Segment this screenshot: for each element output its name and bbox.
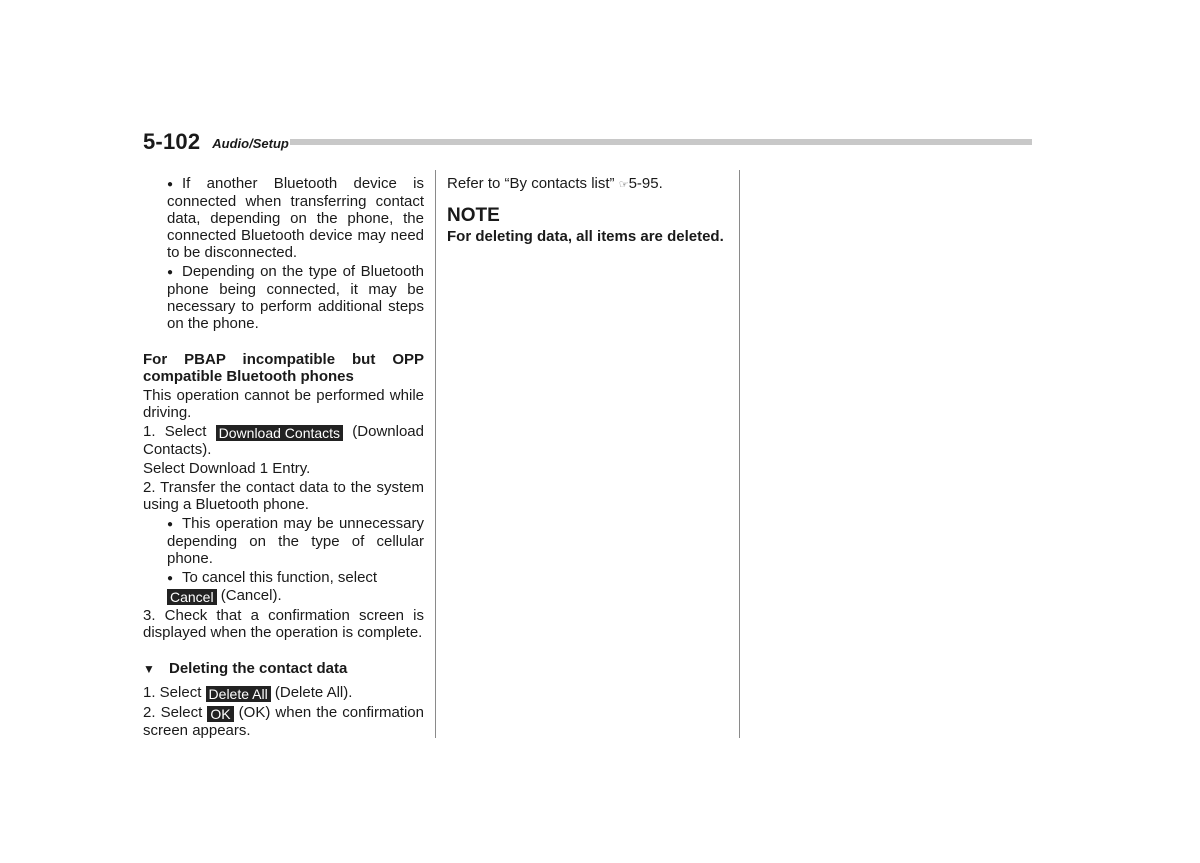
bullet-cancel <box>143 569 424 605</box>
bullet-text: This operation may be unnecessary depending on the type of cellular phone. <box>167 515 424 567</box>
delete-step-1-post: (Delete All). <box>270 684 353 701</box>
delete-step-1-pre: 1. Select <box>143 684 206 701</box>
note-title: NOTE <box>447 205 500 226</box>
bullet-bluetooth-disconnect <box>143 175 424 261</box>
column-divider-left <box>435 170 436 738</box>
refer-pre: Refer to “By contacts list” <box>447 175 619 192</box>
triangle-down-icon: ▼ <box>143 662 155 676</box>
cancel-button[interactable]: Cancel <box>167 589 217 605</box>
step-1-post: (Download Contacts). <box>143 423 424 458</box>
bullet-icon: ● <box>167 573 174 584</box>
page-number: 5-102 <box>143 129 201 154</box>
bullet-text: To cancel this function, select <box>182 569 378 586</box>
cancel-post-text: (Cancel). <box>216 587 282 604</box>
delete-step-1 <box>143 684 424 702</box>
refer-text <box>447 175 729 194</box>
step-1 <box>143 423 424 458</box>
middle-column <box>447 175 729 245</box>
delete-step-2 <box>143 704 424 739</box>
bullet-additional-steps <box>143 263 424 332</box>
header-rule <box>290 139 1032 145</box>
ok-button[interactable]: OK <box>207 706 233 722</box>
bullet-icon: ● <box>167 179 174 190</box>
heading-delete <box>143 660 424 678</box>
section-title: Audio/Setup <box>212 136 289 151</box>
heading-pbap: For PBAP incompatible but OPP compatible Bluetooth phones <box>143 351 424 385</box>
bullet-text: If another Bluetooth device is connected when transferring contact data, depending on the phone, the connected Bluetooth device may need to be disconnected. <box>167 175 424 261</box>
reference-pointer-icon: ☞ <box>618 179 629 191</box>
page-header <box>143 124 289 154</box>
heading-delete-text: Deleting the contact data <box>169 660 348 677</box>
download-contacts-button[interactable]: Download Contacts <box>216 425 343 441</box>
select-download-text: Select Download 1 Entry. <box>143 460 311 477</box>
bullet-icon: ● <box>167 519 174 530</box>
delete-step-2-post: (OK) when the confirmation screen appears. <box>143 704 424 739</box>
refer-page: 5-95. <box>628 175 663 192</box>
bullet-text: Depending on the type of Bluetooth phone being connected, it may be necessary to perform additional steps on the phone. <box>167 263 424 332</box>
step-2: 2. Transfer the contact data to the system using a Bluetooth phone. <box>143 479 424 513</box>
column-divider-right <box>739 170 740 738</box>
left-column <box>143 175 424 739</box>
intro-text: This operation cannot be performed while driving. <box>143 387 424 421</box>
bullet-icon: ● <box>167 267 174 278</box>
step-3: 3. Check that a confirmation screen is displayed when the operation is complete. <box>143 607 424 641</box>
step-1-pre: 1. Select <box>143 423 216 440</box>
note-text: For deleting data, all items are deleted. <box>447 228 724 245</box>
delete-step-2-pre: 2. Select <box>143 704 208 721</box>
bullet-operation-unnecessary <box>143 515 424 567</box>
delete-all-button[interactable]: Delete All <box>206 686 271 702</box>
